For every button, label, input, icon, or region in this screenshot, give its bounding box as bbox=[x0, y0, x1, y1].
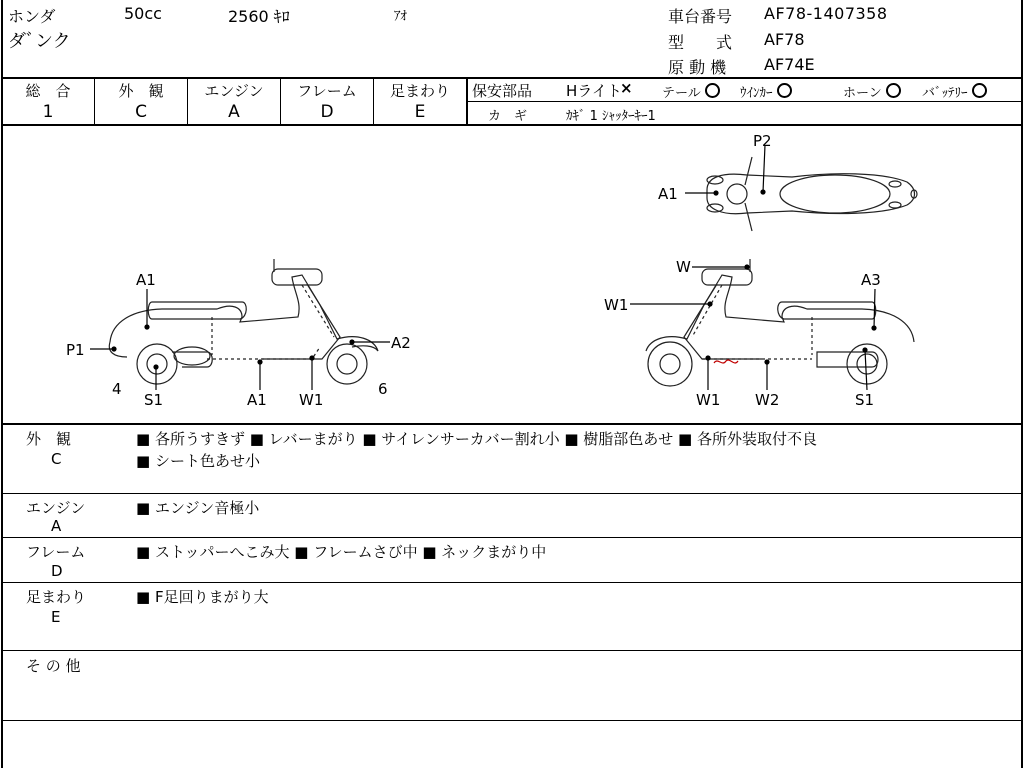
type-label: 型 式 bbox=[668, 33, 733, 52]
horn-ok-circle bbox=[886, 83, 901, 98]
remark-engine-label: エンジン bbox=[26, 499, 86, 517]
grade-engine-label: エンジン bbox=[204, 82, 264, 100]
remark-frame-label: フレーム bbox=[26, 543, 86, 561]
type-value: AF78 bbox=[764, 30, 805, 49]
safety-label: 保安部品 bbox=[472, 82, 533, 100]
horn-label: ホーン bbox=[843, 82, 901, 101]
diagram-bottom bbox=[1, 423, 1023, 425]
label-right-a3: A3 bbox=[861, 271, 881, 289]
headlight-mark: × bbox=[620, 79, 633, 97]
winker-label: ｳｲﾝｶｰ bbox=[740, 82, 792, 101]
tail-ok-circle bbox=[705, 83, 720, 98]
battery-label: バﾞｯﾃﾘｰ bbox=[922, 82, 987, 101]
battery-ok-circle bbox=[972, 83, 987, 98]
grade-sep-5 bbox=[466, 78, 468, 125]
label-top-a1: A1 bbox=[658, 185, 678, 203]
tail-label: テール bbox=[662, 82, 720, 101]
model-name: ダﾞンク bbox=[8, 31, 71, 52]
label-right-s1: S1 bbox=[855, 391, 875, 409]
header-divider bbox=[1, 77, 1023, 79]
remark-frame-grade: D bbox=[51, 562, 63, 580]
remark-suspension-line1: ■ F足回りまがり大 bbox=[136, 588, 269, 606]
label-right-w: W bbox=[676, 258, 691, 276]
remark-exterior-line1: ■ 各所うすきず ■ レバーまがり ■ サイレンサーカバー割れ小 ■ 樹脂部色あせ ■ 各所外装取付不良 bbox=[136, 430, 818, 448]
maker: ホンダ bbox=[8, 7, 56, 26]
label-left-p1: P1 bbox=[66, 341, 85, 359]
remark-exterior-grade: C bbox=[51, 450, 62, 468]
remark-exterior-line2: ■ シート色あせ小 bbox=[136, 452, 260, 470]
label-right-w2: W2 bbox=[755, 391, 780, 409]
headlight-label: Hライト bbox=[566, 82, 622, 100]
top-view bbox=[707, 157, 917, 231]
engine-value: AF74E bbox=[764, 55, 815, 74]
remark-suspension-label: 足まわり bbox=[26, 588, 87, 606]
label-left-6: 6 bbox=[378, 380, 388, 398]
grade-total-value: 1 bbox=[42, 102, 54, 122]
label-left-a1-top: A1 bbox=[136, 271, 156, 289]
grade-frame-label: フレーム bbox=[297, 82, 357, 100]
color: ｱｵ bbox=[394, 9, 407, 24]
key-value: ｶｷﾞ 1 ｼｬｯﾀｰｷｰ1 bbox=[566, 109, 656, 124]
mileage: 2560 ｷﾛ bbox=[228, 7, 290, 26]
remark-engine-line1: ■ エンジン音極小 bbox=[136, 499, 260, 517]
grade-suspension-label: 足まわり bbox=[389, 82, 450, 100]
label-left-a2: A2 bbox=[391, 334, 411, 352]
remark-frame-line1: ■ ストッパーへこみ大 ■ フレームさび中 ■ ネックまがり中 bbox=[136, 543, 547, 561]
label-right-w1-bottom: W1 bbox=[696, 391, 721, 409]
remark-divider-5 bbox=[1, 720, 1023, 721]
remark-divider-4 bbox=[1, 650, 1023, 651]
label-top-p2: P2 bbox=[753, 132, 772, 150]
label-left-s1: S1 bbox=[144, 391, 164, 409]
grade-suspension-value: E bbox=[414, 102, 426, 122]
frame-no: AF78-1407358 bbox=[764, 4, 888, 23]
grade-exterior-value: C bbox=[135, 102, 147, 122]
label-right-w1-top: W1 bbox=[604, 296, 629, 314]
label-left-w1: W1 bbox=[299, 391, 324, 409]
remark-divider-2 bbox=[1, 537, 1023, 538]
winker-ok-circle bbox=[777, 83, 792, 98]
grades-divider bbox=[466, 101, 1023, 102]
key-label: カ ギ bbox=[488, 109, 528, 124]
remark-divider-3 bbox=[1, 582, 1023, 583]
displacement: 50cc bbox=[124, 4, 162, 23]
remark-divider-1 bbox=[1, 493, 1023, 494]
frame-no-label: 車台番号 bbox=[668, 7, 733, 26]
remark-engine-grade: A bbox=[51, 517, 62, 535]
grade-exterior-label: 外 観 bbox=[118, 82, 164, 100]
label-left-4: 4 bbox=[112, 380, 122, 398]
grade-frame-value: D bbox=[320, 102, 334, 122]
grade-total-label: 総 合 bbox=[25, 82, 71, 100]
remark-exterior-label: 外 観 bbox=[26, 430, 72, 448]
remark-suspension-grade: E bbox=[51, 608, 61, 626]
grades-bottom bbox=[1, 124, 1023, 126]
remark-other-label: そ の 他 bbox=[26, 657, 81, 675]
label-left-a1-bottom: A1 bbox=[247, 391, 267, 409]
engine-label: 原 動 機 bbox=[668, 58, 727, 77]
grade-engine-value: A bbox=[228, 102, 240, 122]
